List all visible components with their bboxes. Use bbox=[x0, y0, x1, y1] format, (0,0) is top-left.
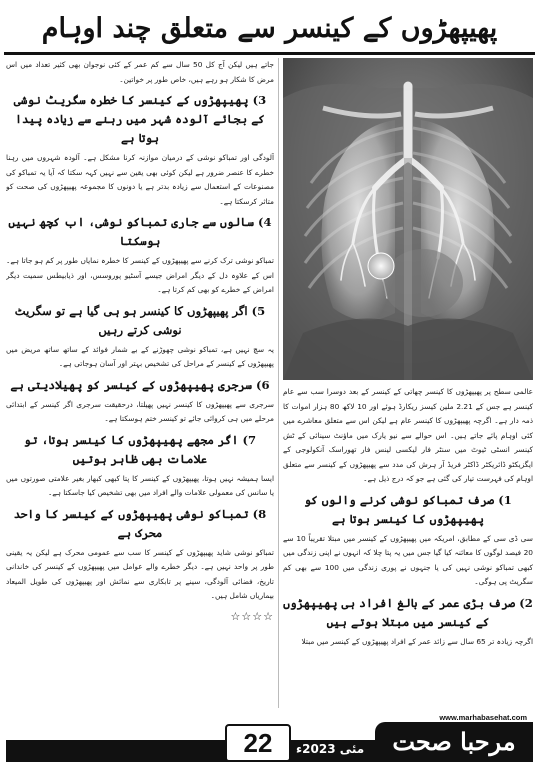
paragraph: ایسا ہمیشہ نہیں ہوتا، پھیپھڑوں کے کینسر کا پتا کبھی کبھار بغیر علامتی صورتوں میں یا سانس کی معمولی علامات والے افراد میں بھی تشخیص کیا جاسکتا ہے۔ bbox=[6, 473, 274, 497]
paragraph: یہ سچ نہیں ہے، تمباکو نوشی چھوڑنے کے بے شمار فوائد کے ساتھ ساتھ مریض میں پھیپھڑوں کے کینسر کے مراحل کی تشخیص بہتر اور آسان ہوجاتی ہے۔ bbox=[6, 344, 274, 368]
section-heading: 5) اگر پھیپھڑوں کا کینسر ہو ہی گیا ہے تو سگریٹ نوشی کرتے رہیں bbox=[14, 303, 266, 337]
page-number: 22 bbox=[243, 727, 273, 758]
page-footer bbox=[0, 712, 539, 764]
paragraph: تمباکو نوشی ترک کرنے سے پھیپھڑوں کے کینسر کا خطرہ نمایاں طور پر کم ہو جاتا ہے۔ اس کے علاوہ دل کے دیگر امراض جیسے آسٹیو پوروسس، اور ذیابیطس سمیت دیگر امراض کے خطرے کو بھی کم کرتا ہے۔ bbox=[6, 256, 274, 294]
left-column bbox=[6, 58, 274, 708]
section-heading: 6) سرجری پھیپھڑوں کے کینسر کو پھیلادیتی ہے bbox=[10, 377, 270, 392]
section-heading: 1) صرف تمباکو نوشی کرنے والوں کو پھیپھڑوں کا کینسر ہوتا ہے bbox=[304, 492, 512, 526]
title-banner bbox=[4, 4, 535, 52]
right-column bbox=[283, 385, 533, 715]
paragraph: جاتے ہیں لیکن آج کل 50 سال سے کم عمر کے کئی نوجوان بھی کثیر تعداد میں اس مرض کا شکار ہو رہے ہیں، خاص طور پر خواتین۔ bbox=[6, 60, 274, 84]
paragraph: سرجری سے پھیپھڑوں کا کینسر نہیں پھیلتا، درحقیقت سرجری اگر کینسر کے ابتدائی مرحلے میں ہی کروائی جائے تو کینسر ختم ہوسکتا ہے۔ bbox=[6, 399, 274, 423]
lung-xray-illustration bbox=[283, 58, 533, 380]
paragraph: آلودگی اور تمباکو نوشی کے درمیان موازنہ کرنا مشکل ہے۔ آلودہ شہروں میں رہنا خطرے کا عنصر ضرور ہے لیکن کوئی بھی یقین سے نہیں کہہ سکتا کہ آیا یہ تمباکو کی مصنوعات کے استعمال سے زیادہ بدتر ہے یا دونوں کا مجموعہ پھیپھڑوں کی صحت کو متاثر کرسکتا ہے۔ bbox=[6, 153, 274, 206]
magazine-name: مرحبا صحت bbox=[392, 727, 516, 756]
section-heading: 2) صرف بڑی عمر کے بالغ افراد ہی پھیپھڑوں کے کینسر میں مبتلا ہوتے ہیں bbox=[283, 595, 533, 629]
paragraph: عالمی سطح پر پھیپھڑوں کا کینسر چھاتی کے کینسر کے بعد دوسرا سب سے عام کینسر ہے جس کے 2.21 ملین کیسز ریکارڈ ہوئے اور 10 لاکھ 80 ہزار اموات کا ذمہ دار ہے۔ اگرچہ پھیپھڑوں کا کینسر عام ہے لیکن اس سے متعلق معاشرے میں کئی اوہام پائے جاتے ہیں۔ اس حوالے سے نیو یارک میں ماؤنٹ سینائی کے ٹش کینسر انسٹی ٹیوٹ میں سنٹر فار لیکسی لینس فار تھوراسک آنکولوجی کے ایگزیکٹو ڈائریکٹر ڈاکٹر فریڈ آر ہرش کی مدد سے پھیپھڑوں کے کینسر سے متعلق اوہام کی فہرست تیار کی گئی ہے جو کہ درج ذیل ہے۔ bbox=[283, 387, 533, 483]
title-rule bbox=[4, 52, 535, 55]
magazine-logo bbox=[375, 722, 533, 762]
article-title: پھیپھڑوں کے کینسر سے متعلق چند اوہام bbox=[41, 12, 498, 44]
paragraph: اگرچہ زیادہ تر 65 سال سے زائد عمر کے افراد پھیپھڑوں کے کینسر میں مبتلا bbox=[301, 636, 533, 646]
column-divider bbox=[278, 58, 279, 708]
paragraph: سی ڈی سی کے مطابق، امریکہ میں پھیپھڑوں کے کینسر میں مبتلا تقریباً 10 سے 20 فیصد لوگوں کا معائنہ کیا گیا جس میں یہ پتا چلا کہ انہوں نے اپنی زندگی میں کبھی تمباکو نوشی نہیں کی یا جنہوں نے پوری زندگی میں 100 سے بھی کم سگریٹ پی ہوگی۔ bbox=[283, 533, 533, 586]
section-heading: 8) تمباکو نوشی پھیپھڑوں کے کینسر کا واحد محرک ہے bbox=[13, 506, 267, 540]
end-of-article-stars: ☆☆☆☆ bbox=[230, 609, 274, 623]
section-heading: 7) اگر مجھے پھیپھڑوں کا کینسر ہوتا، تو علامات بھی ظاہر ہوتیں bbox=[23, 432, 257, 466]
website-url: www.marhabasehat.com bbox=[439, 713, 527, 722]
page-number-box bbox=[225, 724, 291, 762]
paragraph: تمباکو نوشی شاید پھیپھڑوں کے کینسر کا سب سے عمومی محرک ہے لیکن یہ یقینی طور پر واحد نہیں ہے۔ دیگر خطرے والے عوامل میں پھیپھڑوں کے کینسر کی خاندانی تاریخ، فضائی آلودگی، سینے پر تابکاری سے نمائش اور پھیپھڑوں کی طویل المیعاد بیماریاں شامل ہیں۔ bbox=[6, 547, 274, 600]
section-heading: 4) سالوں سے جاری تمباکو نوشی، اب کچھ نہیں ہوسکتا bbox=[8, 215, 272, 248]
issue-date: مئی 2023ء bbox=[296, 742, 365, 756]
section-heading: 3) پھیپھڑوں کے کینسر کا خطرہ سگریٹ نوشی کے بجائے آلودہ شہر میں رہنے سے زیادہ پیدا ہوتا ہے bbox=[13, 93, 267, 145]
lung-xray-image bbox=[283, 58, 533, 380]
